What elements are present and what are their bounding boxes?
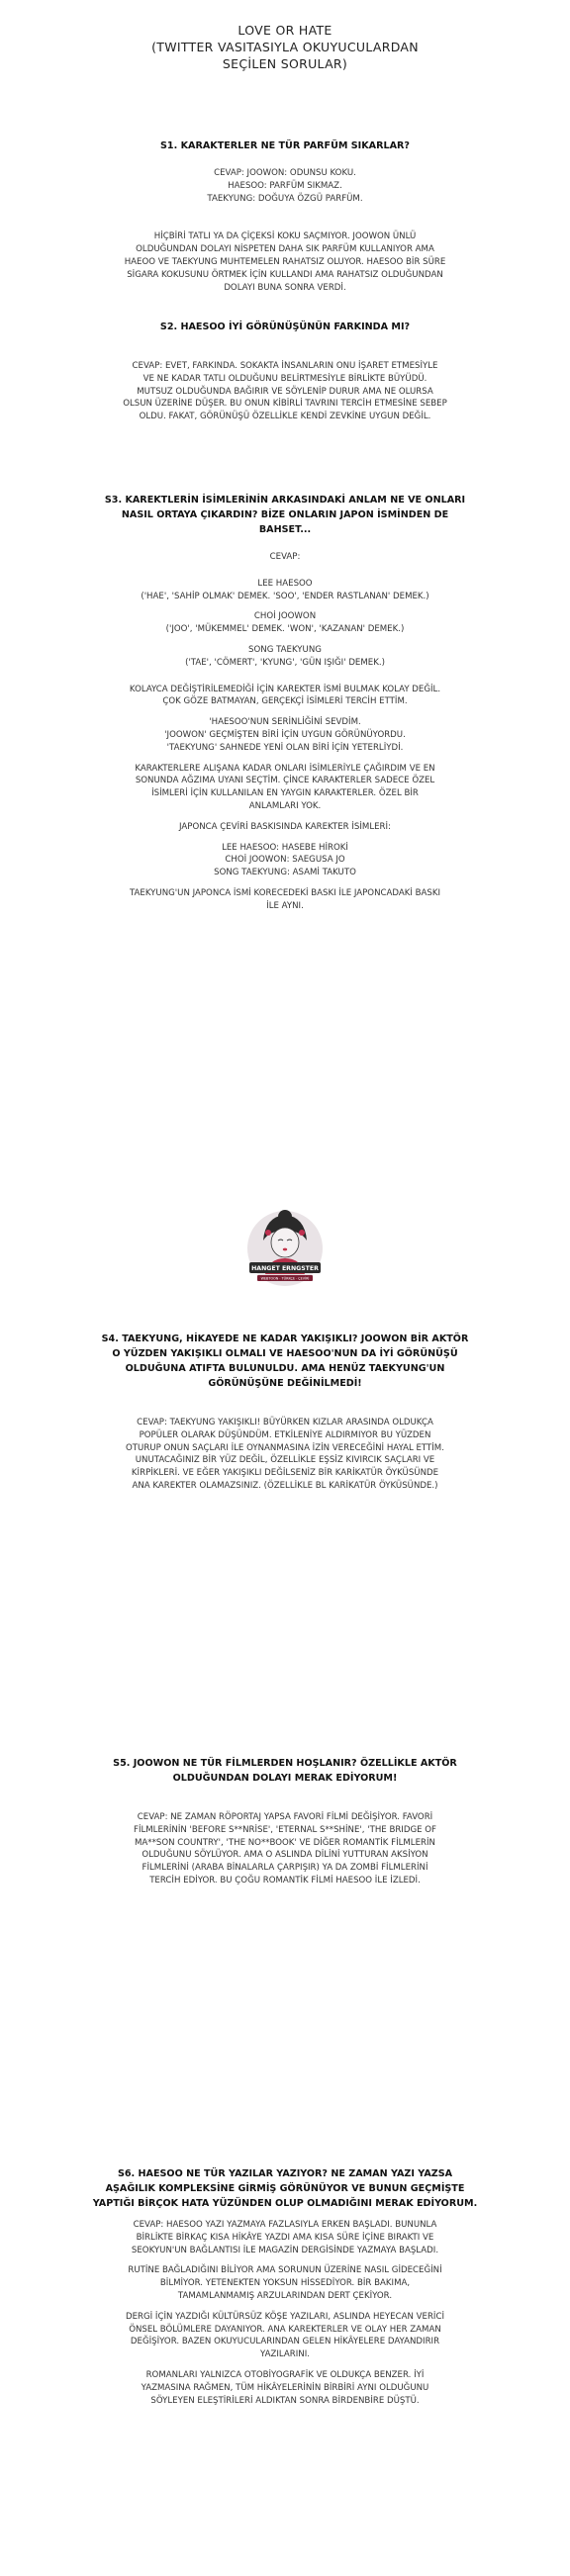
paragraph-line: YAZMASINA RAĞMEN, TÜM HİKÂYELERİNİN BİRBİRİ AYNI OLDUĞUNU	[141, 2382, 429, 2393]
logo-face	[271, 1228, 299, 1257]
logo-text: HANGET ERNGSTER	[251, 1265, 319, 1272]
paragraph-line: OLDUĞUNU SÖYLÜYOR. AMA O ASLINDA DİLİNİ YUTTURAN AKSİYON	[142, 1850, 428, 1861]
paragraph-line: FİLMLERİNİ (ARABA BİNALARLA ÇARPIŞIR) YA DA ZOMBİ FİLMLERİNİ	[142, 1863, 428, 1874]
paragraph-line: KOLAYCA DEĞİŞTİRİLEMEDİĞİ İÇİN KAREKTER İSMİ BULMAK KOLAY DEĞİL.	[129, 684, 441, 694]
question-heading: S2. HAESOO İYİ GÖRÜNÜŞÜNÜN FARKINDA MI?	[159, 322, 411, 332]
paragraph-line: CEVAP: HAESOO YAZI YAZMAYA FAZLASIYLA ERKEN BAŞLADI. BUNUNLA	[133, 2220, 437, 2230]
question-heading: GÖRÜNÜŞÜNE DEĞİNİLMEDİ!	[208, 1378, 362, 1389]
paragraph-line: ÖNSEL BÖLÜMLERE DAYANIYOR. ANA KAREKTERLER VE OLAY HER ZAMAN	[129, 2324, 441, 2335]
paragraph-line: HAEOO VE TAEKYUNG MUHTEMELEN RAHATSIZ OLUYOR. HAESOO BİR SÜRE	[124, 256, 446, 267]
logo-ornament	[265, 1230, 271, 1236]
question-heading: AŞAĞILIK KOMPLEKSİNE GİRMİŞ GÖRÜNÜYOR VE BUNUN GEÇMİŞTE	[105, 2183, 465, 2194]
question-heading: O YÜZDEN YAKIŞIKLI OLMALI VE HAESOO'NUN DA İYİ GÖRÜNÜŞÜ	[112, 1348, 458, 1359]
paragraph-line: DOLAYI BUNA SONRA VERDİ.	[224, 282, 346, 293]
scanlation-logo	[236, 1205, 334, 1296]
character-name: SONG TAEKYUNG	[248, 644, 322, 655]
paragraph-line: DERGİ İÇİN YAZDIĞI KÜLTÜRSÜZ KÖŞE YAZILARI, ASLINDA HEYECAN VERİCİ	[125, 2311, 444, 2322]
paragraph-line: FİLMLERİNİN 'BEFORE S**NRİSE', 'ETERNAL S**SHİNE', 'THE BRIDGE OF	[134, 1824, 436, 1835]
paragraph-line: OLDUĞUNDAN DOLAYI NİSPETEN DAHA SIK PARFÜM KULLANIYOR AMA	[136, 244, 434, 255]
question-heading: S3. KAREKTLERİN İSİMLERİNİN ARKASINDAKİ ANLAM NE VE ONLARI	[104, 495, 466, 506]
question-heading: NASIL ORTAYA ÇIKARDIN? BİZE ONLARIN JAPON İSMİNDEN DE	[121, 509, 449, 520]
paragraph-line: SEOKYUN'UN BAĞLANTISI İLE MAGAZİN DERGİSİNDE YAZMAYA BAŞLADI.	[131, 2245, 439, 2255]
paragraph-line: İLE AYNI.	[266, 900, 304, 911]
question-heading: S4. TAEKYUNG, HİKAYEDE NE KADAR YAKIŞIKLI? JOOWON BİR AKTÖR	[101, 1334, 469, 1344]
paragraph-line: BİLMİYOR. YETENEKTEN YOKSUN HİSSEDİYOR. BİR BAKIMA,	[159, 2278, 411, 2289]
section-q3	[0, 493, 570, 913]
paragraph-line: 'JOOWON' GEÇMİŞTEN BİRİ İÇİN UYGUN GÖRÜNÜYORDU.	[164, 729, 406, 740]
section-q4	[0, 1332, 570, 1493]
paragraph-line: CEVAP: TAEKYUNG YAKIŞIKLI! BÜYÜRKEN KIZLAR ARASINDA OLDUKÇA	[137, 1418, 433, 1427]
paragraph-line: OTURUP ONUN SAÇLARI İLE OYNANMASINA İZİN VERECEĞİNİ HAYAL ETTİM.	[126, 1442, 444, 1453]
question-heading: S5. JOOWON NE TÜR FİLMLERDEN HOŞLANIR? ÖZELLİKLE AKTÖR	[113, 1758, 457, 1769]
logo-subtext: WEBTOON · TÜRKÇE · ÇEVİRİ	[260, 1276, 310, 1281]
section-q2	[0, 320, 570, 423]
paragraph-line: 'TAEKYUNG' SAHNEDE YENİ OLAN BİRİ İÇİN YETERLİYDİ.	[166, 742, 404, 753]
paragraph-line: SONUNDA AĞZIMA UYANI SEÇTİM. ÇİNCE KARAKTERLER SADECE ÖZEL	[135, 776, 435, 786]
paragraph-line: ÇOK GÖZE BATMAYAN, GERÇEKÇİ İSİMLERİ TERCİH ETTİM.	[162, 696, 408, 707]
question-heading: BAHSET...	[258, 524, 312, 535]
question-heading: OLDUĞUNA ATIFTA BULUNULDU. AMA HENÜZ TAEKYUNG'UN	[125, 1363, 445, 1374]
question-heading: S1. KARAKTERLER NE TÜR PARFÜM SIKARLAR?	[160, 140, 410, 151]
japanese-name: LEE HAESOO: HASEBE HİROKİ	[222, 842, 348, 853]
paragraph-line: BİRLİKTE BİRKAÇ KISA HİKÂYE YAZDI AMA KISA SÜRE İÇİNE BIRAKTI VE	[136, 2232, 434, 2243]
question-heading: OLDUĞUNDAN DOLAYI MERAK EDİYORUM!	[172, 1773, 398, 1784]
section-q1	[0, 138, 570, 294]
paragraph-line: KARAKTERLERE ALIŞANA KADAR ONLARI İSİMLERİYLE ÇAĞIRDIM VE EN	[135, 763, 435, 774]
paragraph-line: DEĞİŞİYOR. BAZEN OKUYUCULARINDAN GELEN HİKÂYELERE DAYANDIRIR	[130, 2337, 440, 2347]
section-q5	[0, 1756, 570, 1887]
answer-label: CEVAP:	[269, 552, 301, 562]
paragraph-line: OLSUN ÜZERİNE DÜŞER. BU ONUN KİBİRLİ TAVRINI TERCİH ETMESİNE SEBEP	[123, 399, 447, 410]
title-line: (TWITTER VASITASIYLA OKUYUCULARDAN	[151, 40, 419, 54]
paragraph-line: KİRPİKLERİ. VE EĞER YAKIŞIKLI DEĞİLSENİZ BİR KARİKATÜR ÖYKÜSÜNDE	[131, 1468, 439, 1479]
paragraph-line: ANA KAREKTER OLAMAZSINIZ. (ÖZELLİKLE BL KARİKATÜR ÖYKÜSÜNDE.)	[132, 1480, 438, 1491]
answer-line: TAEKYUNG: DOĞUYA ÖZGÜ PARFÜM.	[207, 193, 363, 204]
title-line: LOVE OR HATE	[238, 23, 332, 38]
paragraph-line: TAMAMLANMAMIŞ ARZULARINDAN DERT ÇEKİYOR.	[177, 2290, 393, 2301]
paragraph-line: SİGARA KOKUSUNU ÖRTMEK İÇİN KULLANDI AMA RAHATSIZ OLDUĞUNDAN	[127, 269, 443, 280]
paragraph-line: HİÇBİRİ TATLI YA DA ÇİÇEKSİ KOKU SAÇMIYOR. JOOWON ÜNLÜ	[153, 231, 417, 242]
paragraph-line: CEVAP: NE ZAMAN RÖPORTAJ YAPSA FAVORİ FİLMİ DEĞİŞİYOR. FAVORİ	[137, 1812, 433, 1822]
question-heading: YAPTIĞI BİRÇOK HATA YÜZÜNDEN OLUP OLMADIĞINI MERAK EDİYORUM.	[92, 2198, 478, 2209]
paragraph-line: TERCİH EDİYOR. BU ÇOĞU ROMANTİK FİLMİ HAESOO İLE İZLEDİ.	[149, 1875, 421, 1886]
character-name: LEE HAESOO	[257, 578, 313, 589]
paragraph-line: POPÜLER OLARAK DÜŞÜNDÜM. ETKİLENİYE ALDIRMIYOR BU YÜZDEN	[139, 1429, 431, 1440]
page-title	[0, 22, 570, 72]
paragraph-line: ANLAMLARI YOK.	[248, 800, 322, 811]
paragraph-line: OLDU. FAKAT, GÖRÜNÜŞÜ ÖZELLİKLE KENDİ ZEVKİNE UYGUN DEĞİL.	[139, 412, 431, 422]
paragraph-line: UNUTACAĞINIZ BİR YÜZ DEĞİL, ÖZELLİKLE EŞSİZ KIVIRCIK SAÇLARI VE	[135, 1455, 435, 1466]
answer-line: HAESOO: PARFÜM SIKMAZ.	[228, 180, 342, 191]
paragraph-line: İSİMLERİ İÇİN KULLANILAN EN YAYGIN KARAKTERLER. ÖZEL BİR	[151, 788, 419, 799]
paragraph-line: CEVAP: EVET, FARKINDA. SOKAKTA İNSANLARIN ONU İŞARET ETMESİYLE	[132, 361, 438, 371]
paragraph-line: JAPONCA ÇEVİRİ BASKISINDA KAREKTER İSİMLERİ:	[179, 821, 391, 832]
paragraph-line: SÖYLEYEN ELEŞTİRİLERİ ALDIKTAN SONRA BİRDENBİRE DÜŞTÜ.	[150, 2395, 420, 2406]
paragraph-line: YAZILARINI.	[260, 2349, 310, 2360]
logo-ornament	[299, 1230, 305, 1236]
paragraph-line: TAEKYUNG'UN JAPONCA İSMİ KORECEDEKİ BASKI İLE JAPONCADAKİ BASKI	[129, 887, 441, 898]
title-line: SEÇİLEN SORULAR)	[222, 56, 348, 71]
japanese-name: SONG TAEKYUNG: ASAMİ TAKUTO	[214, 868, 356, 878]
question-heading: S6. HAESOO NE TÜR YAZILAR YAZIYOR? NE ZAMAN YAZI YAZSA	[117, 2168, 453, 2179]
paragraph-line: MA**SON COUNTRY', 'THE NO**BOOK' VE DİĞER ROMANTİK FİLMLERİN	[135, 1837, 435, 1848]
japanese-name: CHOİ JOOWON: SAEGUSA JO	[225, 855, 345, 866]
name-meaning: ('HAE', 'SAHİP OLMAK' DEMEK. 'SOO', 'ENDER RASTLANAN' DEMEK.)	[141, 591, 429, 601]
logo-hair-bun	[278, 1210, 292, 1224]
paragraph-line: VE NE KADAR TATLI OLDUĞUNU BELİRTMESİYLE BİRLİKTE BÜYÜDÜ.	[142, 373, 428, 384]
name-meaning: ('TAE', 'CÖMERT', 'KYUNG', 'GÜN IŞIĞI' DEMEK.)	[185, 657, 385, 668]
paragraph-line: MUTSUZ OLDUĞUNDA BAĞIRIR VE SÖYLENİP DURUR AMA NE OLURSA	[137, 386, 433, 397]
paragraph-line: ROMANLARI YALNIZCA OTOBİYOGRAFİK VE OLDUKÇA BENZER. İYİ	[145, 2369, 425, 2380]
paragraph-line: 'HAESOO'NUN SERİNLİĞİNİ SEVDİM.	[209, 717, 361, 728]
name-meaning: ('JOO', 'MÜKEMMEL' DEMEK. 'WON', 'KAZANAN' DEMEK.)	[165, 624, 405, 635]
section-q6	[0, 2166, 570, 2407]
character-name: CHOİ JOOWON	[253, 611, 317, 622]
answer-line: CEVAP: JOOWON: ODUNSU KOKU.	[214, 168, 356, 178]
paragraph-line: RUTİNE BAĞLADIĞINI BİLİYOR AMA SORUNUN ÜZERİNE NASIL GİDECEĞİNİ	[128, 2265, 442, 2276]
